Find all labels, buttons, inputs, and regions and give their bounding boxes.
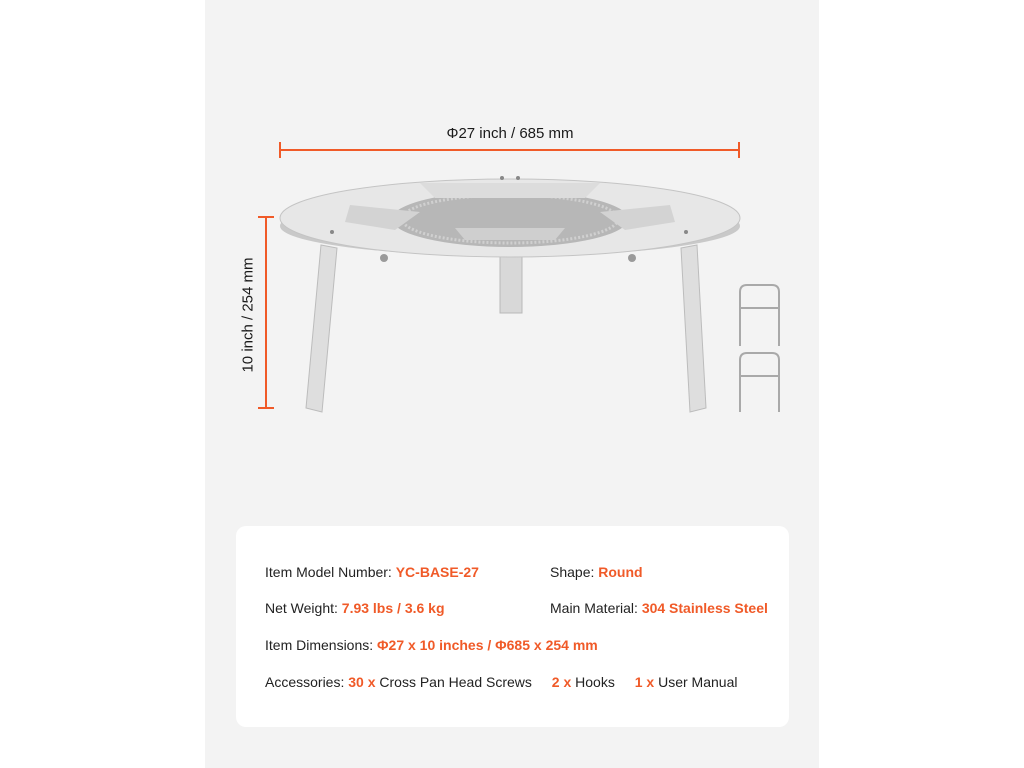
- width-dimension-line: [280, 142, 739, 158]
- height-dimension-line: [258, 217, 274, 408]
- spec-model-value: YC-BASE-27: [395, 564, 479, 580]
- spec-shape: [550, 564, 643, 580]
- spec-weight: [265, 600, 445, 616]
- spec-dimensions: [265, 637, 598, 653]
- accessory-name: Cross Pan Head Screws: [379, 674, 532, 690]
- spec-accessories-label: Accessories:: [265, 674, 345, 690]
- spec-material-value: 304 Stainless Steel: [641, 600, 768, 616]
- spec-weight-value: 7.93 lbs / 3.6 kg: [341, 600, 445, 616]
- accessory-qty: 30 x: [348, 674, 376, 690]
- spec-material-label: Main Material:: [550, 600, 638, 616]
- spec-dimensions-label: Item Dimensions:: [265, 637, 374, 653]
- width-dimension-label: Φ27 inch / 685 mm: [446, 125, 574, 142]
- spec-dimensions-value: Φ27 x 10 inches / Φ685 x 254 mm: [377, 637, 598, 653]
- spec-card: [236, 526, 789, 727]
- accessory-name: User Manual: [658, 674, 738, 690]
- spec-shape-value: Round: [598, 564, 643, 580]
- spec-material: [550, 600, 768, 616]
- accessory-qty: 2 x: [551, 674, 572, 690]
- fire-pit-stand-image: [280, 176, 740, 412]
- hooks-image: [740, 285, 779, 412]
- spec-accessories: [265, 674, 737, 690]
- spec-shape-label: Shape:: [550, 564, 595, 580]
- spec-weight-label: Net Weight:: [265, 600, 338, 616]
- accessory-name: Hooks: [575, 674, 615, 690]
- height-dimension-label: 10 inch / 254 mm: [239, 257, 257, 373]
- accessory-qty: 1 x: [634, 674, 655, 690]
- spec-model-label: Item Model Number:: [265, 564, 392, 580]
- spec-model: [265, 564, 479, 580]
